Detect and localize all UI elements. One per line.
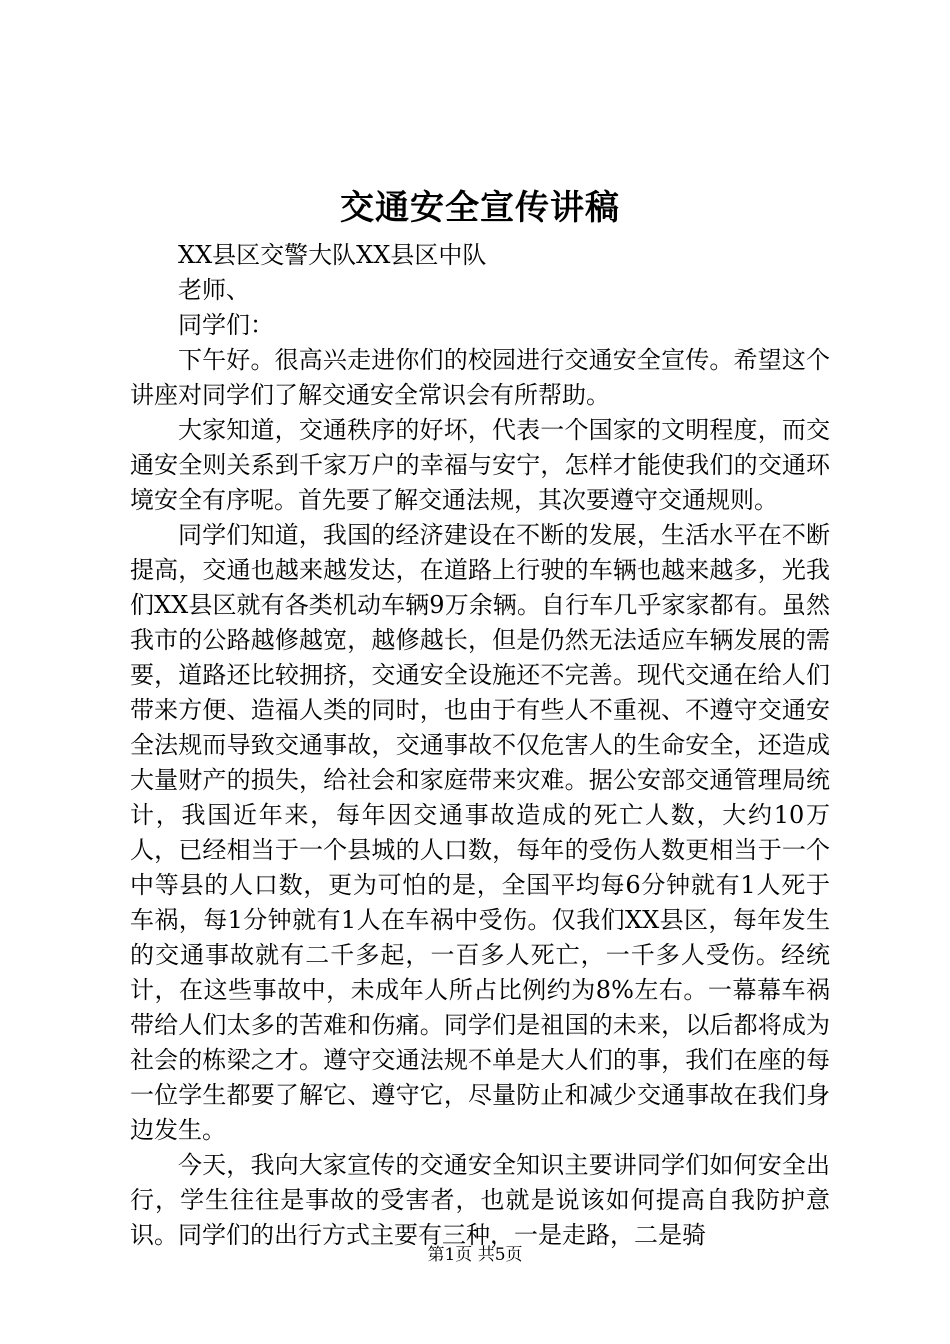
greeting-students: 同学们： bbox=[178, 311, 274, 339]
paragraph-1: 下午好。很高兴走进你们的校园进行交通安全宣传。希望这个讲座对同学们了解交通安全常识会有所帮助。 bbox=[130, 346, 830, 409]
greeting-teachers: 老师、 bbox=[178, 276, 250, 304]
page-footer: 第1页 共5页 bbox=[427, 1245, 523, 1265]
paragraph-2: 大家知道，交通秩序的好坏，代表一个国家的文明程度，而交通安全则关系到千家万户的幸福与安宁，怎样才能使我们的交通环境安全有序呢。首先要了解交通法规，其次要遵守交通规则。 bbox=[130, 416, 830, 514]
document-page bbox=[130, 180, 830, 1253]
document-title: 交通安全宣传讲稿 bbox=[340, 188, 620, 228]
paragraph-3: 同学们知道，我国的经济建设在不断的发展，生活水平在不断提高，交通也越来越发达，在道路上行驶的车辆也越来越多，光我们XX县区就有各类机动车辆9万余辆。自行车几乎家家都有。虽然我市的公路越修越宽，越修越长，但是仍然无法适应车辆发展的需要，道路还比较拥挤，交通安全设施还不完善。现代交通在给人们带来方便、造福人类的同时，也由于有些人不重视、不遵守交通安全法规而导致交通事故，交通事故不仅危害人的生命安全，还造成大量财产的损失，给社会和家庭带来灾难。据公安部交通管理局统计，我国近年来，每年因交通事故造成的死亡人数，大约10万人，已经相当于一个县城的人口数，每年的受伤人数更相当于一个中等县的人口数，更为可怕的是，全国平均每6分钟就有1人死于车祸，每1分钟就有1人在车祸中受伤。仅我们XX县区，每年发生的交通事故就有二千多起，一百多人死亡，一千多人受伤。经统计，在这些事故中，未成年人所占比例约为8%左右。一幕幕车祸带给人们太多的苦难和伤痛。同学们是祖国的未来，以后都将成为社会的栋梁之才。遵守交通法规不单是大人们的事，我们在座的每一位学生都要了解它、遵守它，尽量防止和减少交通事故在我们身边发生。 bbox=[130, 521, 830, 1144]
paragraph-4: 今天，我向大家宣传的交通安全知识主要讲同学们如何安全出行，学生往往是事故的受害者，也就是说该如何提高自我防护意识。同学们的出行方式主要有三种，一是走路，二是骑 bbox=[130, 1151, 830, 1249]
org-line: XX县区交警大队XX县区中队 bbox=[178, 241, 487, 269]
